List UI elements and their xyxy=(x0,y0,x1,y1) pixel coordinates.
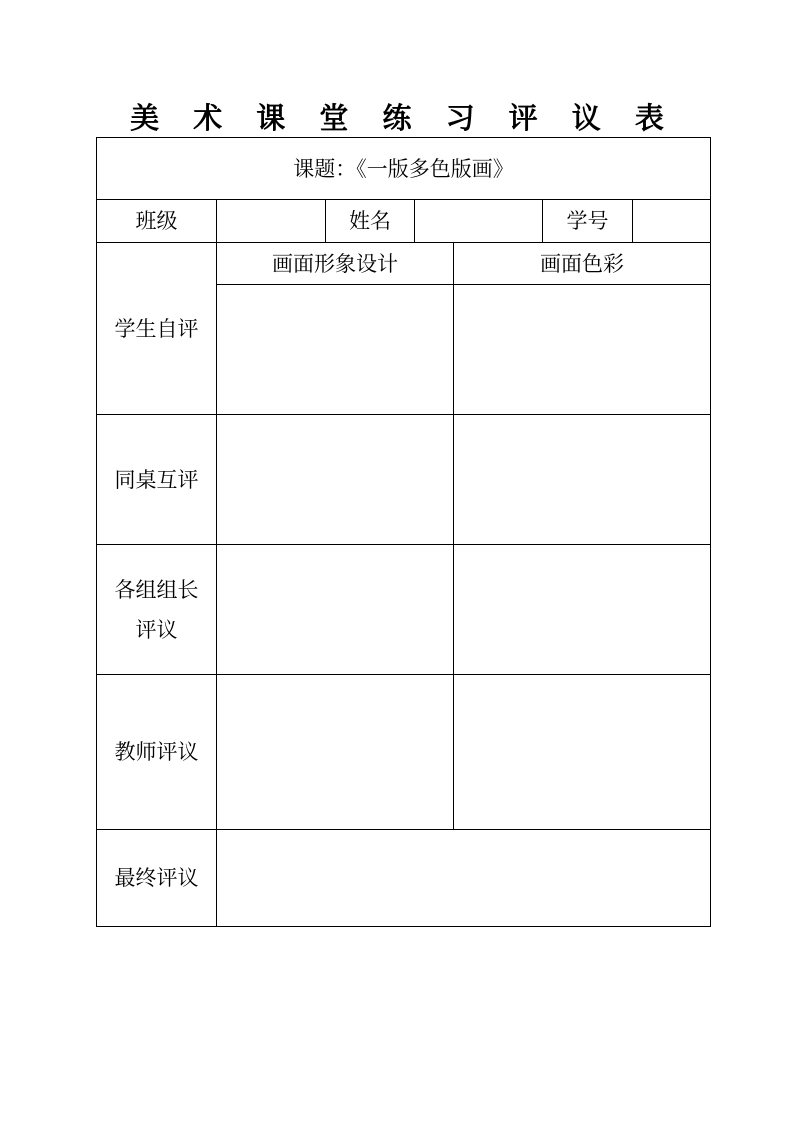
leader-design-cell[interactable] xyxy=(217,545,454,675)
row-label-self: 学生自评 xyxy=(97,243,217,415)
row-label-peer: 同桌互评 xyxy=(97,415,217,545)
class-label: 班级 xyxy=(97,200,217,243)
row-label-leader xyxy=(97,545,217,675)
student-id-label: 学号 xyxy=(543,200,633,243)
column-header-color: 画面色彩 xyxy=(454,243,711,285)
name-label: 姓名 xyxy=(326,200,415,243)
self-design-cell[interactable] xyxy=(217,285,454,415)
leader-color-cell[interactable] xyxy=(454,545,711,675)
name-field[interactable] xyxy=(415,200,543,243)
final-evaluation-cell[interactable] xyxy=(217,830,711,927)
column-header-design: 画面形象设计 xyxy=(217,243,454,285)
subject-cell: 课题：《一版多色版画》 xyxy=(97,138,711,200)
page-title: 美 术 课 堂 练 习 评 议 表 xyxy=(130,101,676,135)
self-color-cell[interactable] xyxy=(454,285,711,415)
teacher-design-cell[interactable] xyxy=(217,675,454,830)
row-label-final: 最终评议 xyxy=(97,830,217,927)
row-label-leader-line1: 各组组长 xyxy=(114,577,199,602)
row-label-teacher: 教师评议 xyxy=(97,675,217,830)
evaluation-table xyxy=(96,137,711,927)
student-id-field[interactable] xyxy=(633,200,711,243)
class-field[interactable] xyxy=(217,200,326,243)
peer-design-cell[interactable] xyxy=(217,415,454,545)
row-label-leader-line2: 评议 xyxy=(135,617,178,642)
teacher-color-cell[interactable] xyxy=(454,675,711,830)
peer-color-cell[interactable] xyxy=(454,415,711,545)
